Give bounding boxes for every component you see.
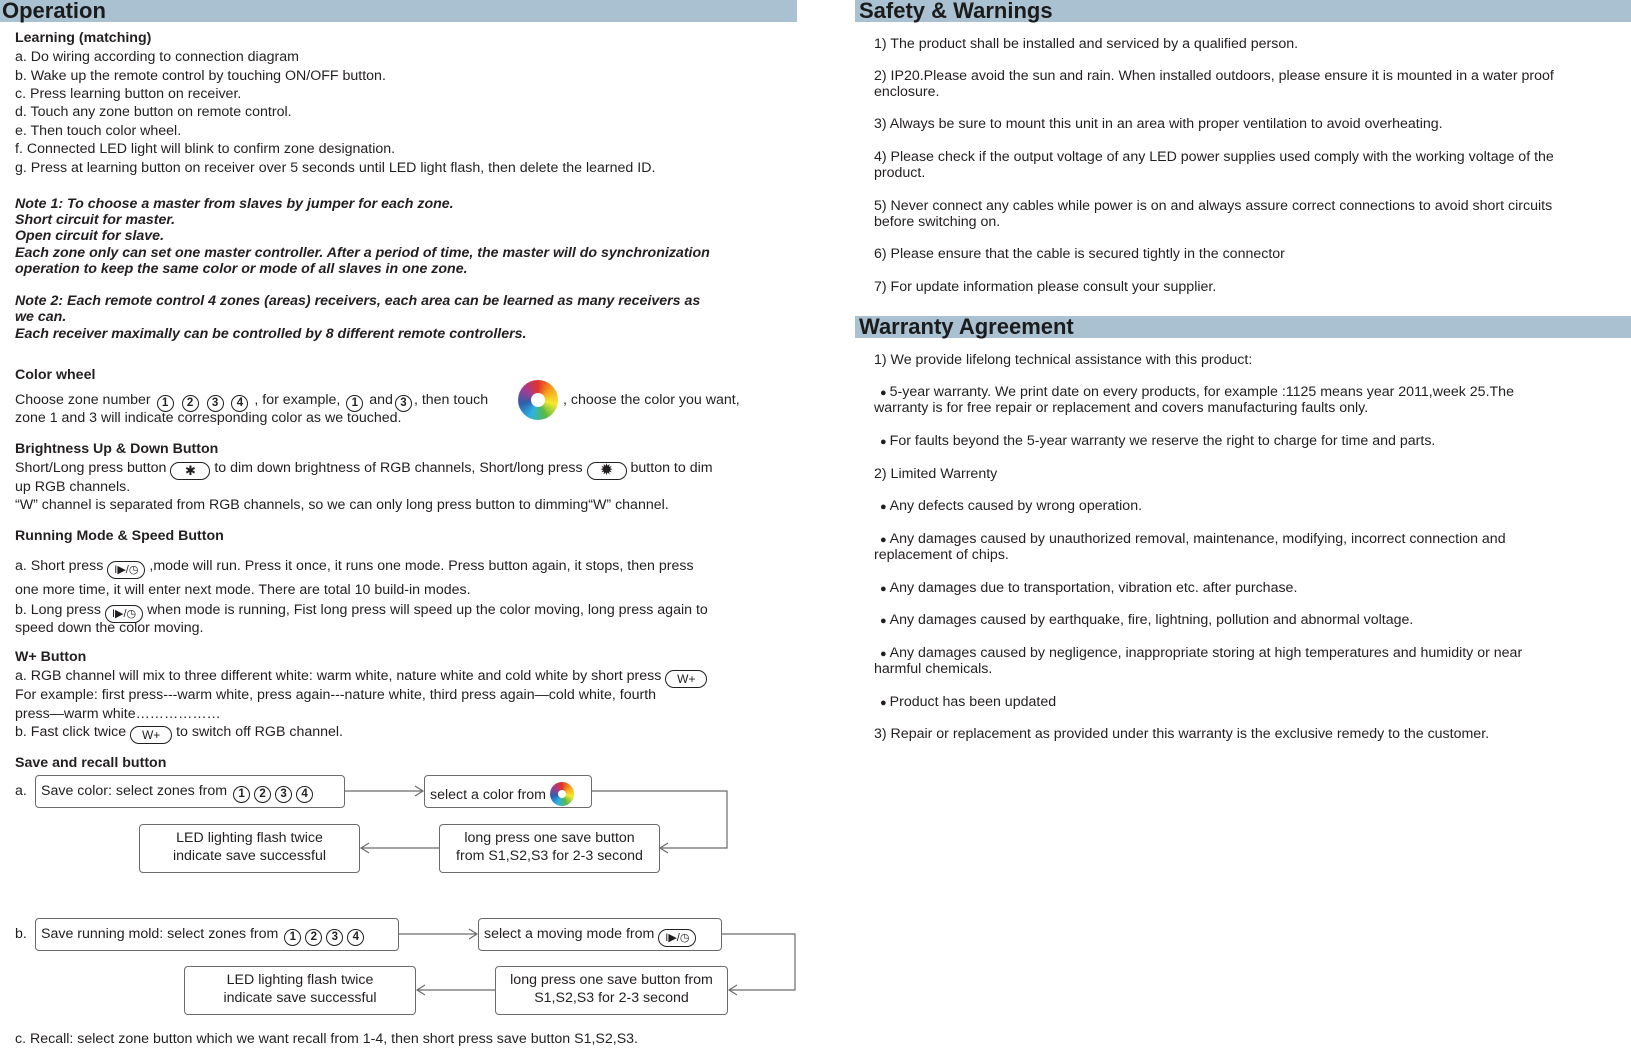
mode-speed-icon: I▶/◷: [105, 605, 143, 623]
mode-speed-icon: I▶/◷: [658, 929, 696, 947]
running-line4: speed down the color moving.: [15, 620, 204, 636]
bullet-icon: ●: [880, 615, 887, 627]
note-line: Each receiver maximally can be controlled by 8 different remote controllers.: [15, 326, 527, 342]
warranty-remedy: 3) Repair or replacement as provided under this warranty is the exclusive remedy to the customer.: [874, 726, 1490, 742]
zone-1-icon: 1: [157, 395, 174, 412]
zone-3-icon: 3: [207, 395, 224, 412]
text: Any damages caused by earthquake, fire, lightning, pollution and abnormal voltage.: [889, 612, 1414, 628]
warranty-line: warranty is for free repair or replacement and covers manufacturing faults only.: [874, 400, 1369, 416]
text: Any defects caused by wrong operation.: [889, 498, 1143, 514]
w-plus-icon: W+: [130, 726, 172, 744]
text: For faults beyond the 5-year warranty we reserve the right to charge for time and parts.: [889, 433, 1436, 449]
zone-3-icon: 3: [395, 395, 412, 412]
text: select a moving mode from: [484, 926, 655, 942]
text: to dim down brightness of RGB channels, Short/long press: [214, 460, 583, 476]
text: from S1,S2,S3 for 2-3 second: [456, 848, 643, 864]
note-line: Note 2: Each remote control 4 zones (areas) receivers, each area can be learned as many receivers as: [15, 293, 701, 309]
text: Any damages caused by negligence, inappropriate storing at high temperatures and humidity or near: [889, 645, 1523, 661]
text: S1,S2,S3 for 2-3 second: [534, 990, 689, 1006]
warranty-bullet: [880, 497, 1142, 516]
zone-1-icon: 1: [233, 786, 250, 803]
wplus-title: W+ Button: [15, 649, 87, 665]
wplus-line2: For example: first press---warm white, press again---nature white, third press again—cold white, fourth: [15, 687, 657, 703]
safety-line: 2) IP20.Please avoid the sun and rain. When installed outdoors, please ensure it is mounted in a water proof: [874, 68, 1554, 84]
zone-3-icon: 3: [275, 786, 292, 803]
zone-4-icon: 4: [231, 395, 248, 412]
color-wheel-line1-end: , choose the color you want,: [563, 392, 740, 408]
brightness-down-icon: ✱: [170, 462, 210, 480]
zone-1-icon: 1: [284, 929, 301, 946]
bullet-icon: ●: [880, 501, 887, 513]
text: button to dim: [630, 460, 713, 476]
zone-1-icon: 1: [346, 395, 363, 412]
warranty-line: harmful chemicals.: [874, 661, 993, 677]
safety-line: 6) Please ensure that the cable is secured tightly in the connector: [874, 246, 1285, 262]
safety-line: product.: [874, 165, 926, 181]
text: and: [369, 392, 393, 408]
learning-title: Learning (matching): [15, 30, 152, 46]
brightness-title: Brightness Up & Down Button: [15, 441, 219, 457]
text: b. Long press: [15, 602, 101, 618]
bullet-icon: ●: [880, 583, 887, 595]
text: , for example,: [254, 392, 341, 408]
text: to switch off RGB channel.: [176, 724, 343, 740]
note-line: we can.: [15, 309, 67, 325]
text: LED lighting flash twice: [176, 830, 323, 846]
learning-line: a. Do wiring according to connection diagram: [15, 49, 299, 65]
save-title: Save and recall button: [15, 755, 167, 771]
learning-line: b. Wake up the remote control by touching ON/OFF button.: [15, 68, 386, 84]
note-line: Open circuit for slave.: [15, 228, 165, 244]
note-line: Note 1: To choose a master from slaves by jumper for each zone.: [15, 196, 454, 212]
note-line: operation to keep the same color or mode of all slaves in one zone.: [15, 261, 468, 277]
text: select a color from: [430, 787, 546, 803]
brightness-line2: up RGB channels.: [15, 479, 131, 495]
color-wheel-title: Color wheel: [15, 367, 96, 383]
safety-line: 7) For update information please consult your supplier.: [874, 279, 1217, 295]
text: Choose zone number: [15, 392, 151, 408]
zone-3-icon: 3: [326, 929, 343, 946]
safety-line: 1) The product shall be installed and serviced by a qualified person.: [874, 36, 1299, 52]
warranty-line: replacement of chips.: [874, 547, 1009, 563]
operation-header: Operation: [0, 0, 797, 22]
learning-line: c. Press learning button on receiver.: [15, 86, 242, 102]
safety-line: 3) Always be sure to mount this unit in an area with proper ventilation to avoid overheating.: [874, 116, 1443, 132]
text: a. RGB channel will mix to three different white: warm white, nature white and cold white by short press: [15, 668, 662, 684]
text: Product has been updated: [889, 694, 1057, 710]
safety-line: 5) Never connect any cables while power is on and always assure correct connections to avoid short circuits: [874, 198, 1553, 214]
brightness-up-icon: ✹: [587, 462, 627, 480]
text: long press one save button: [464, 830, 635, 846]
zone-2-icon: 2: [182, 395, 199, 412]
text: Short/Long press button: [15, 460, 167, 476]
learning-line: e. Then touch color wheel.: [15, 123, 182, 139]
text: , then touch: [413, 392, 489, 408]
text: Any damages due to transportation, vibration etc. after purchase.: [889, 580, 1298, 596]
text: when mode is running, Fist long press will speed up the color moving, long press again to: [147, 602, 708, 618]
recall-line: c. Recall: select zone button which we want recall from 1-4, then short press save button S1,S2,S3.: [15, 1031, 638, 1047]
learning-line: f. Connected LED light will blink to confirm zone designation.: [15, 141, 396, 157]
warranty-limited: 2) Limited Warrenty: [874, 466, 998, 482]
bullet-icon: ●: [880, 387, 887, 399]
learning-line: g. Press at learning button on receiver over 5 seconds until LED light flash, then delete the learned ID.: [15, 160, 656, 176]
mode-speed-icon: I▶/◷: [107, 561, 145, 579]
zone-2-icon: 2: [305, 929, 322, 946]
note-line: Each zone only can set one master controller. After a period of time, the master will do synchronization: [15, 245, 710, 261]
zone-2-icon: 2: [254, 786, 271, 803]
text: a. Short press: [15, 558, 104, 574]
bullet-icon: ●: [880, 697, 887, 709]
text: ,mode will run. Press it once, it runs one mode. Press button again, it stops, then press: [149, 558, 694, 574]
text: Save running mold: select zones from: [41, 926, 279, 942]
w-plus-icon: W+: [665, 670, 707, 688]
safety-line: before switching on.: [874, 214, 1001, 230]
learning-line: d. Touch any zone button on remote control.: [15, 104, 292, 120]
bullet-icon: ●: [880, 534, 887, 546]
text: b. Fast click twice: [15, 724, 127, 740]
text: long press one save button from: [510, 972, 713, 988]
warranty-header: Warranty Agreement: [855, 316, 1631, 338]
warranty-bullet: [880, 693, 1056, 712]
bullet-icon: ●: [880, 436, 887, 448]
bullet-icon: ●: [880, 648, 887, 660]
save-a-label: a.: [15, 783, 27, 799]
running-title: Running Mode & Speed Button: [15, 528, 224, 544]
safety-line: enclosure.: [874, 84, 940, 100]
brightness-line3: “W” channel is separated from RGB channels, so we can only long press button to dimming“W” channel.: [15, 497, 669, 513]
color-wheel-line2: zone 1 and 3 will indicate corresponding color as we touched.: [15, 410, 402, 426]
warranty-bullet: [880, 611, 1413, 630]
text: LED lighting flash twice: [226, 972, 374, 988]
zone-4-icon: 4: [347, 929, 364, 946]
zone-4-icon: 4: [296, 786, 313, 803]
warranty-intro: 1) We provide lifelong technical assistance with this product:: [874, 352, 1253, 368]
text: indicate save successful: [173, 848, 326, 864]
safety-line: 4) Please check if the output voltage of any LED power supplies used comply with the working voltage of the: [874, 149, 1554, 165]
text: Any damages caused by unauthorized removal, maintenance, modifying, incorrect connection and: [889, 531, 1506, 547]
wplus-line3: press—warm white………………: [15, 706, 221, 722]
text: Save color: select zones from: [41, 783, 228, 799]
warranty-bullet: [880, 579, 1297, 598]
text: 5-year warranty. We print date on every products, for example :1125 means year 2011,week 25.The: [889, 384, 1514, 400]
text: indicate save successful: [223, 990, 377, 1006]
save-b-label: b.: [15, 926, 27, 942]
safety-header: Safety & Warnings: [855, 0, 1631, 22]
note-line: Short circuit for master.: [15, 212, 176, 228]
running-line2: one more time, it will enter next mode. There are total 10 build-in modes.: [15, 582, 471, 598]
warranty-bullet: [880, 432, 1435, 451]
